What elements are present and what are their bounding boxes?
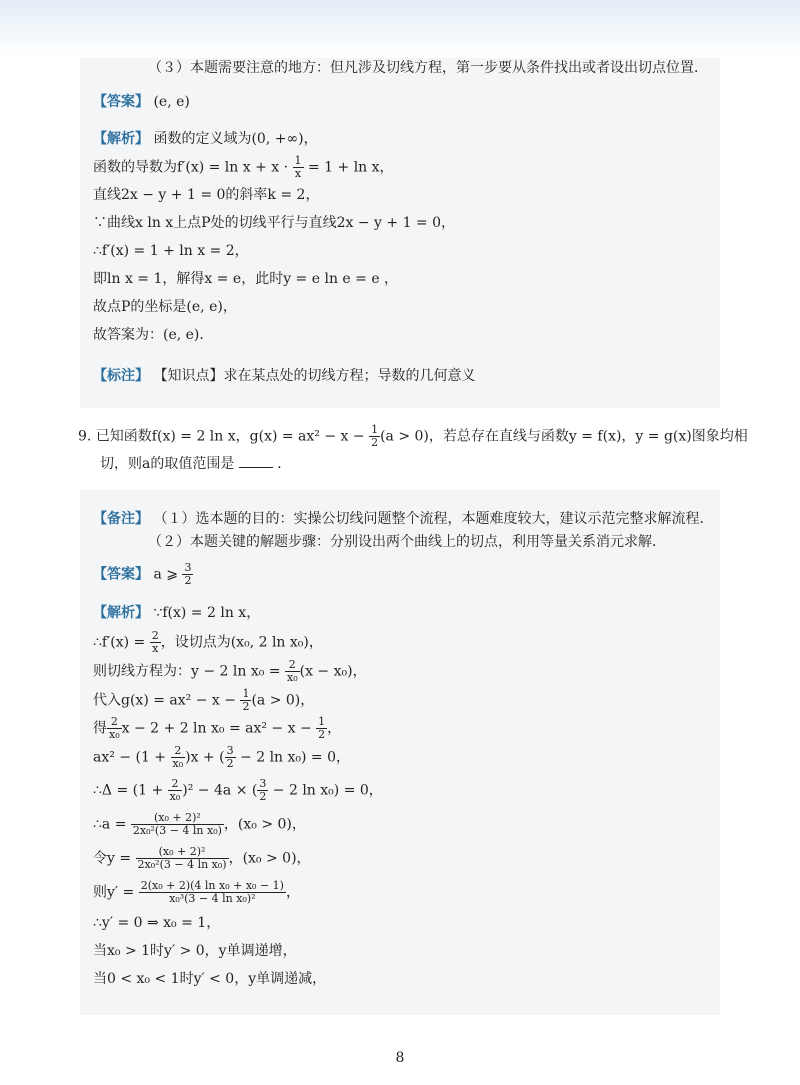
frac-num: 3 (184, 561, 192, 574)
solution-step-2 (93, 630, 323, 655)
frac-den: x₀³(3 − 4 ln x₀)² (169, 892, 256, 905)
step-9-text-b: ，(x₀ > 0)， (228, 850, 311, 867)
solution-step-13: 当0 < x₀ < 1时y′ < 0，y单调递减， (93, 971, 327, 987)
frac-num: 2 (285, 659, 300, 672)
frac-num: 2 (107, 716, 122, 729)
solution-step-5 (93, 716, 341, 741)
frac-num: 1 (318, 715, 326, 728)
step-6-text-c: − 2 ln x₀) = 0， (235, 749, 351, 766)
analysis-line-2 (93, 155, 394, 180)
frac-num: 1 (371, 423, 379, 436)
solution-step-11: ∴y′ = 0 ⇒ x₀ = 1， (93, 915, 221, 931)
step-1-text: ∵f(x) = 2 ln x， (153, 605, 261, 621)
page-number: 8 (395, 1050, 405, 1066)
question-text-d: ． (277, 456, 292, 472)
frac-num: (x₀ + 2)² (136, 846, 229, 859)
fraction-3-over-2 (182, 562, 193, 587)
fraction-a (131, 812, 224, 837)
answer-value-2: a ⩾ (153, 566, 183, 583)
answer-line-2 (93, 562, 193, 587)
remark-line-1 (93, 508, 713, 529)
header-band (0, 0, 800, 58)
fraction-2-over-x0 (168, 778, 183, 803)
question-9-line-1 (78, 424, 748, 449)
solution-step-3 (93, 659, 367, 684)
frac-num: 2 (168, 778, 183, 791)
fraction-a (136, 846, 229, 871)
step-7-text-a: ∴Δ = (1 + (93, 782, 168, 799)
frac-den: 2 (184, 574, 192, 587)
fraction-1-over-2 (316, 716, 327, 741)
derivative-text-a: 函数的导数为f′(x) = ln x + x · (93, 159, 293, 176)
frac-den: x (152, 642, 159, 655)
step-8-text-b: ，(x₀ > 0)， (223, 816, 306, 833)
step-10-text-a: 则y′ = (93, 884, 139, 901)
mark-text: 【知识点】求在某点处的切线方程；导数的几何意义 (153, 368, 476, 384)
frac-num: 3 (226, 744, 234, 757)
mark-line (93, 365, 475, 386)
analysis-line-1 (93, 128, 318, 149)
step-2-text-b: ，设切点为(x₀, 2 ln x₀)， (160, 634, 323, 651)
question-text-b: (a > 0)，若总存在直线与函数y = f(x)，y = g(x)图象均相 (380, 428, 748, 445)
answer-blank[interactable] (239, 453, 273, 468)
frac-den: x₀ (169, 790, 181, 803)
analysis-line-7: 故点P的坐标是(e, e)， (93, 299, 237, 315)
fraction-3-over-2 (225, 745, 236, 770)
analysis-tag: 【解析】 (93, 130, 149, 146)
solution-step-10 (93, 880, 300, 905)
fraction-1-over-2 (369, 424, 380, 449)
derivative-text-b: = 1 + ln x， (303, 159, 394, 176)
solution-step-7 (93, 778, 383, 803)
analysis-line-8: 故答案为：(e, e)． (93, 327, 214, 343)
solution-step-6 (93, 745, 350, 770)
step-7-text-b: )² − 4a × ( (182, 782, 258, 799)
answer-tag: 【答案】 (93, 93, 149, 109)
step-5-text-b: x − 2 + 2 ln x₀ = ax² − x − (121, 720, 317, 737)
frac-den: 2 (318, 728, 326, 741)
step-6-text-a: ax² − (1 + (93, 749, 171, 766)
solution-step-4 (93, 688, 314, 713)
step-8-text-a: ∴a = (93, 816, 131, 833)
frac-num: 2(x₀ + 2)(4 ln x₀ + x₀ − 1) (140, 879, 284, 892)
frac-den: 2 (242, 700, 250, 713)
frac-den: 2x₀²(3 − 4 ln x₀) (132, 824, 222, 837)
frac-den: x₀ (286, 671, 298, 684)
step-3-text-b: (x − x₀)， (299, 663, 367, 680)
step-9-text-a: 令y = (93, 850, 136, 867)
fraction-2-over-x0 (107, 716, 122, 741)
analysis-line-6: 即ln x = 1，解得x = e，此时y = e ln e = e ， (93, 271, 399, 287)
frac-den: 2x₀²(3 − 4 ln x₀) (137, 858, 227, 871)
fraction-1-over-x (293, 155, 304, 180)
step-2-text-a: ∴f′(x) = (93, 634, 150, 651)
question-9-line-2 (100, 453, 291, 474)
solution-step-1 (93, 602, 260, 623)
fraction-y-prime (139, 880, 286, 905)
solution-step-12: 当x₀ > 1时y′ > 0，y单调递增， (93, 943, 297, 959)
step-10-text-b: ， (285, 884, 300, 901)
remark-text-1: （１）选本题的目的：实操公切线问题整个流程，本题难度较大，建议示范完整求解流程． (153, 511, 714, 527)
fraction-3-over-2 (257, 778, 268, 803)
step-7-text-c: − 2 ln x₀) = 0， (268, 782, 383, 799)
step-3-text-a: 则切线方程为：y − 2 ln x₀ = (93, 663, 285, 680)
frac-num: (x₀ + 2)² (131, 812, 224, 825)
fraction-2-over-x (150, 630, 161, 655)
remark-line-2: （２）本题关键的解题步骤：分别设出两个曲线上的切点，利用等量关系消元求解． (148, 534, 666, 550)
step-5-text-c: ， (327, 720, 342, 737)
frac-num: 3 (259, 777, 267, 790)
analysis-text: 函数的定义域为(0, +∞)， (153, 131, 318, 147)
fraction-2-over-x0 (171, 745, 186, 770)
solution-step-8 (93, 812, 306, 837)
step-4-text-b: (a > 0)， (251, 692, 315, 709)
step-6-text-b: )x + ( (185, 749, 225, 766)
fraction-1-over-2 (240, 688, 251, 713)
frac-den: x₀ (109, 728, 120, 741)
solution-step-9 (93, 846, 311, 871)
frac-num: 1 (242, 687, 250, 700)
analysis-tag-2: 【解析】 (93, 604, 149, 620)
answer-value: (e, e) (153, 94, 190, 110)
analysis-line-3: 直线2x − y + 1 = 0的斜率k = 2， (93, 187, 320, 203)
analysis-line-5: ∴f′(x) = 1 + ln x = 2， (93, 243, 249, 259)
frac-den: x₀ (172, 757, 184, 770)
question-number: 9. (78, 428, 92, 445)
note-line-3: （３）本题需要注意的地方：但凡涉及切线方程，第一步要从条件找出或者设出切点位置． (148, 60, 708, 76)
frac-den: 2 (226, 757, 234, 770)
answer-tag-2: 【答案】 (93, 565, 149, 582)
step-5-text-a: 得 (93, 720, 107, 737)
frac-den: 2 (259, 790, 267, 803)
mark-tag: 【标注】 (93, 367, 149, 383)
question-text-c: 切，则a的取值范围是 (100, 456, 235, 472)
analysis-line-4: ∵曲线x ln x上点P处的切线平行与直线2x − y + 1 = 0， (93, 215, 456, 231)
question-text-a: 已知函数f(x) = 2 ln x，g(x) = ax² − x − (95, 428, 370, 445)
frac-num: 1 (294, 154, 302, 167)
frac-num: 2 (171, 745, 186, 758)
answer-line (93, 91, 190, 112)
fraction-2-over-x0 (285, 659, 300, 684)
frac-num: 2 (151, 629, 159, 642)
frac-den: x (294, 167, 302, 180)
remark-tag: 【备注】 (93, 510, 149, 526)
step-4-text-a: 代入g(x) = ax² − x − (93, 692, 241, 709)
frac-den: 2 (371, 436, 379, 449)
